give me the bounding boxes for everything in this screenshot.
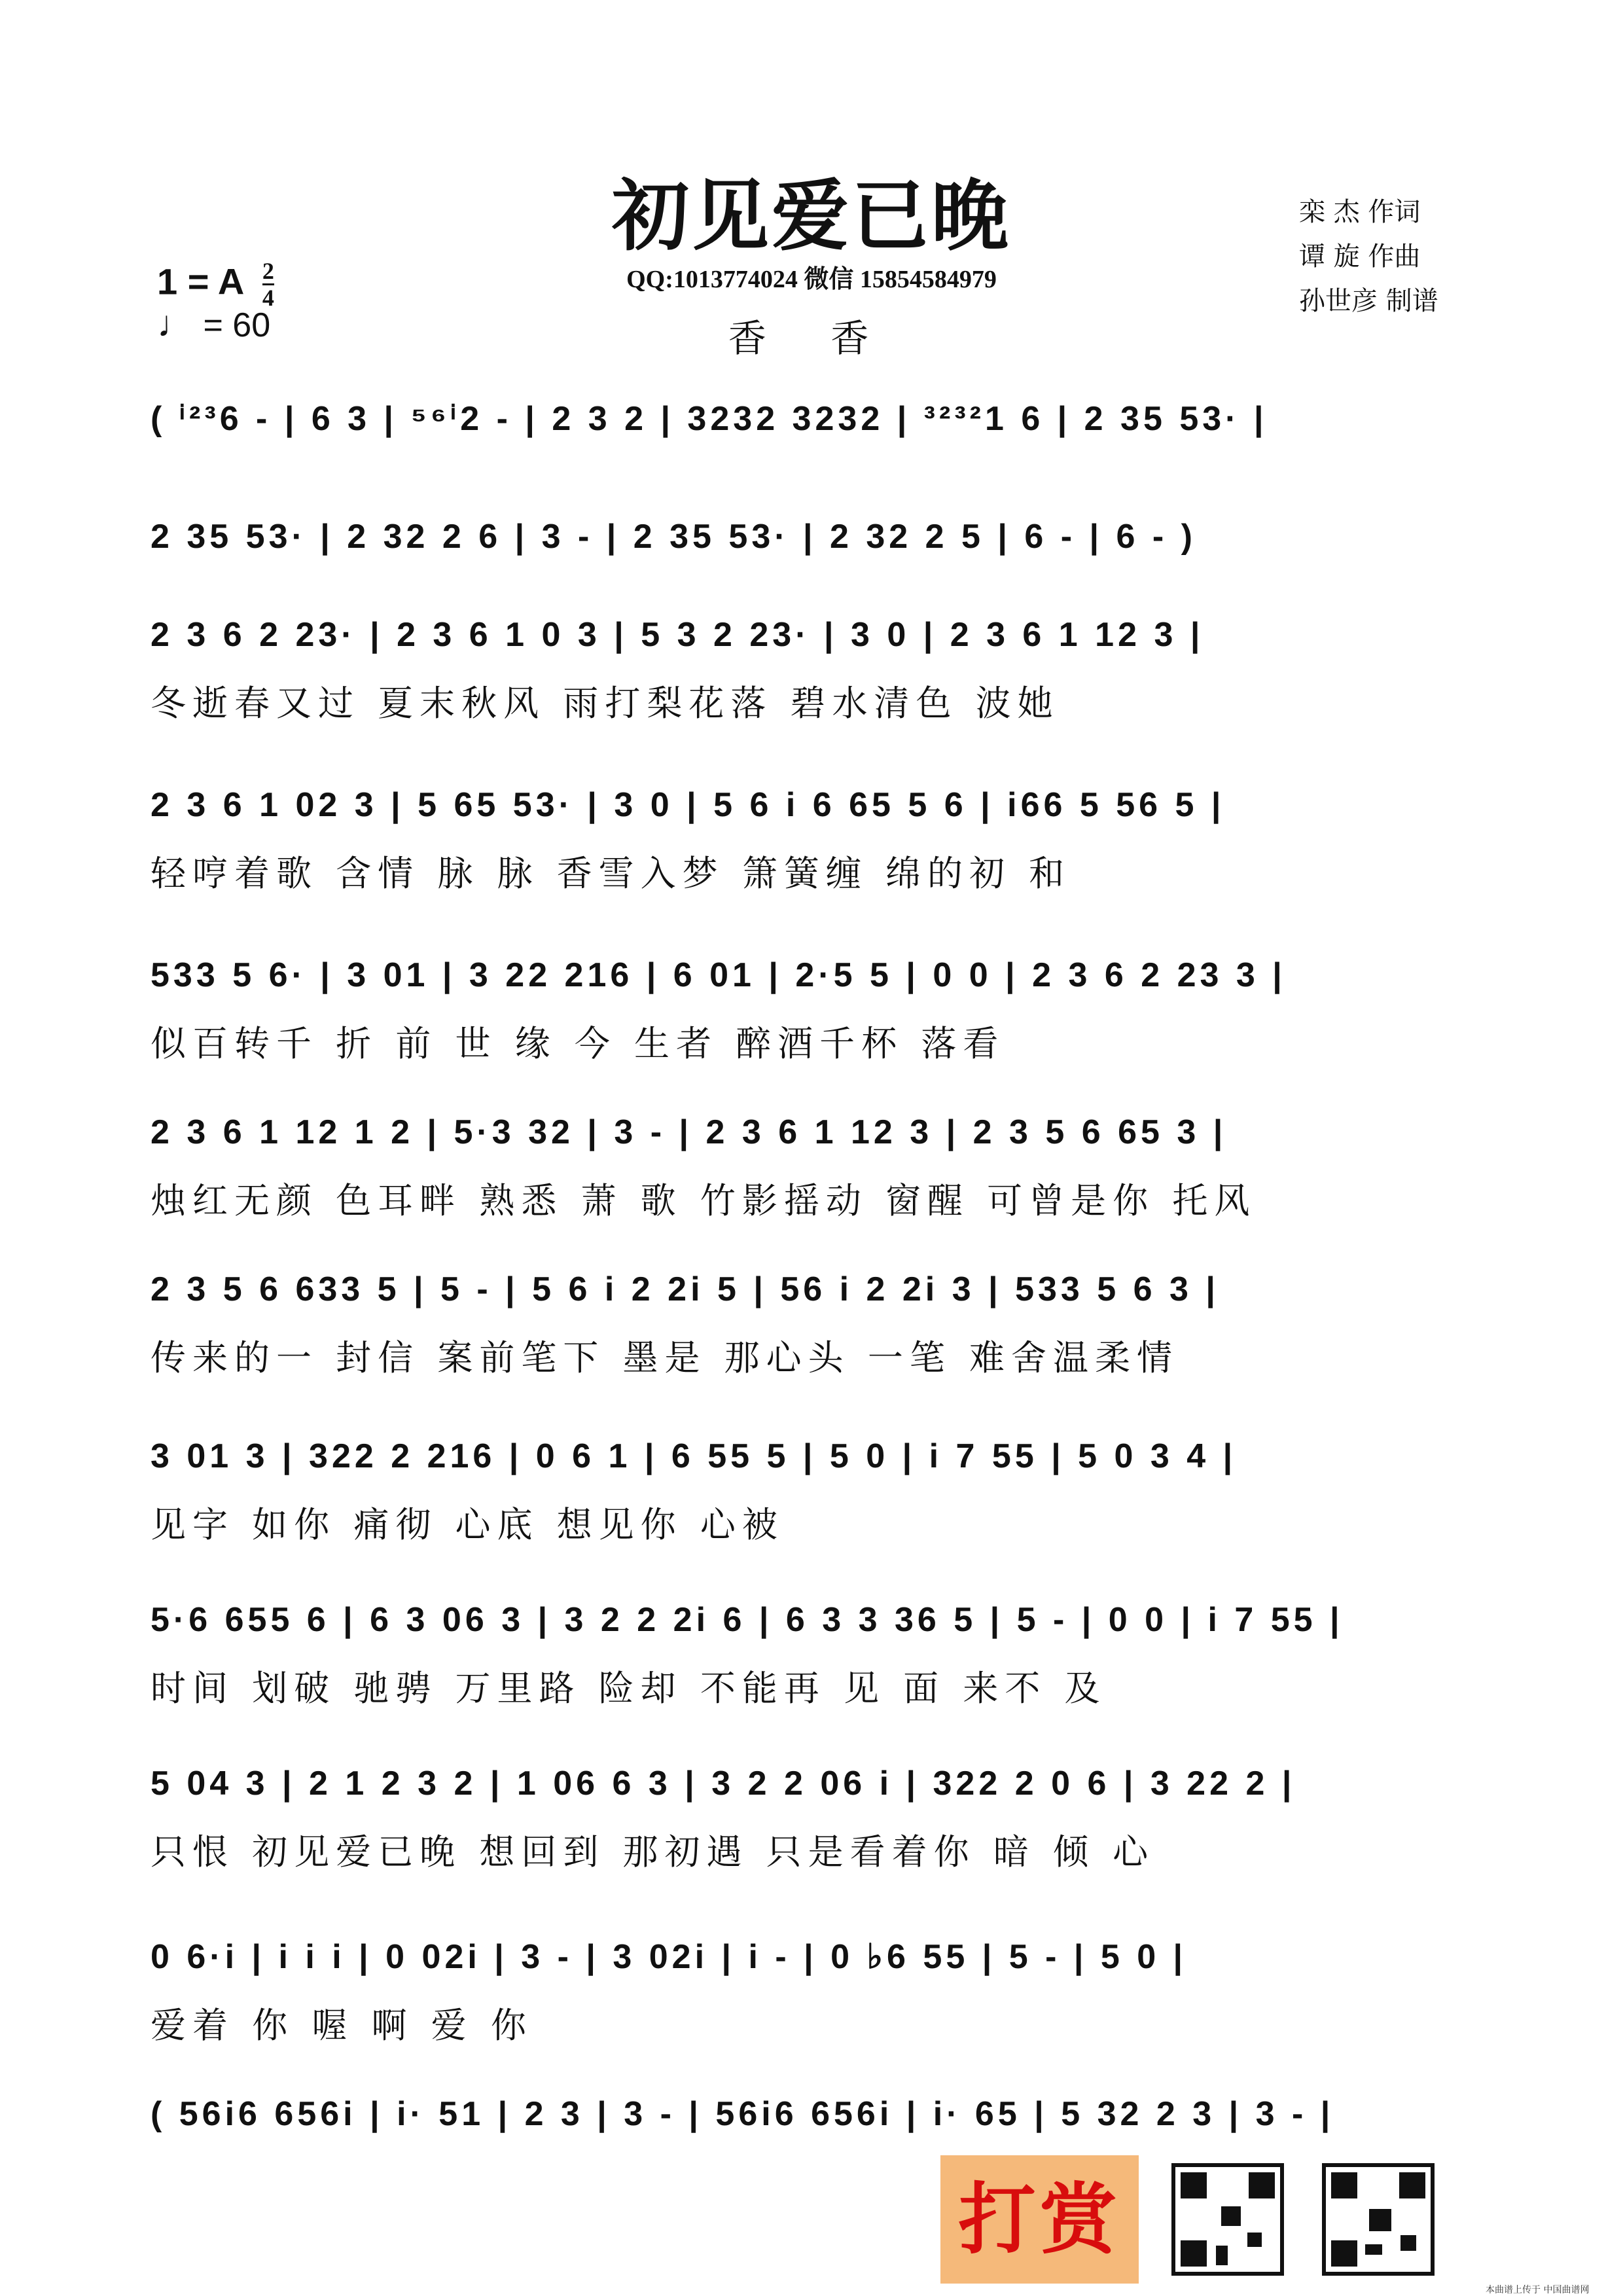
lyric-line: 见字 如你 痛彻 心底 想见你 心被 bbox=[151, 1504, 784, 1545]
qr-code-icon bbox=[1171, 2163, 1284, 2276]
notation-line: 2 3 5 6 633 5 | 5 - | 5 6 i 2 2i 5 | 56 i 2 2i 3 | 533 5 6 3 | bbox=[151, 1270, 1219, 1308]
notation-line: 533 5 6· | 3 01 | 3 22 216 | 6 01 | 2·5 5 | 0 0 | 2 3 6 2 23 3 | bbox=[151, 956, 1286, 994]
lyric-line: 冬逝春又过 夏末秋风 雨打梨花落 碧水清色 波她 bbox=[151, 683, 1060, 724]
credit-composer: 谭 旋 作曲 bbox=[1299, 242, 1421, 272]
site-footer: 本曲谱上传于 中国曲谱网 bbox=[1486, 2285, 1590, 2295]
notation-line: 2 3 6 1 12 1 2 | 5·3 32 | 3 - | 2 3 6 1 12 3 | 2 3 5 6 65 3 | bbox=[151, 1113, 1227, 1151]
notation-line: 0 6·i | i i i | 0 02i | 3 - | 3 02i | i - | 0 ♭6 55 | 5 - | 5 0 | bbox=[151, 1938, 1187, 1976]
time-signature-bottom: 4 bbox=[262, 285, 274, 311]
notation-line: ( ⁱ²³6 - | 6 3 | ⁵⁶ⁱ2 - | 2 3 2 | 3232 3232 | ³²³²1 6 | 2 35 53· | bbox=[151, 400, 1268, 438]
lyric-line: 传来的一 封信 案前笔下 墨是 那心头 一笔 难舍温柔情 bbox=[151, 1337, 1179, 1378]
notation-line: 5·6 655 6 | 6 3 06 3 | 3 2 2 2i 6 | 6 3 3 36 5 | 5 - | 0 0 | i 7 55 | bbox=[151, 1601, 1344, 1639]
credit-lyricist: 栾 杰 作词 bbox=[1299, 197, 1421, 227]
contact-line: QQ:1013774024 微信 15854584979 bbox=[626, 266, 997, 293]
lyric-line: 似百转千 折 前 世 缘 今 生者 醉酒千杯 落看 bbox=[151, 1023, 1005, 1064]
credit-transcriber: 孙世彦 制谱 bbox=[1299, 286, 1438, 316]
key-label: 1 = A bbox=[157, 260, 243, 302]
notation-line: 2 3 6 1 02 3 | 5 65 53· | 3 0 | 5 6 i 6 65 5 6 | i66 5 56 5 | bbox=[151, 786, 1225, 824]
notation-line: 3 01 3 | 322 2 216 | 0 6 1 | 6 55 5 | 5 0 | i 7 55 | 5 0 3 4 | bbox=[151, 1437, 1237, 1475]
lyric-line: 只恨 初见爱已晚 想回到 那初遇 只是看着你 暗 倾 心 bbox=[151, 1831, 1155, 1873]
lyric-line: 烛红无颜 色耳畔 熟悉 萧 歌 竹影摇动 窗醒 可曾是你 托风 bbox=[151, 1180, 1257, 1221]
tempo-value: = 60 bbox=[203, 306, 271, 344]
notation-line: 2 35 53· | 2 32 2 6 | 3 - | 2 35 53· | 2 32 2 5 | 6 - | 6 - ) bbox=[151, 518, 1196, 556]
song-title: 初见爱已晚 bbox=[611, 171, 1011, 261]
quarter-note-icon: ♩ bbox=[157, 303, 194, 344]
reward-button[interactable]: 打赏 bbox=[940, 2155, 1139, 2284]
lyric-line: 时间 划破 驰骋 万里路 险却 不能再 见 面 来不 及 bbox=[151, 1668, 1107, 1709]
singer-name: 香 香 bbox=[728, 316, 895, 361]
notation-line: ( 56i6 656i | i· 51 | 2 3 | 3 - | 56i6 656i | i· 65 | 5 32 2 3 | 3 - | bbox=[151, 2095, 1334, 2133]
qr-code-icon bbox=[1322, 2163, 1435, 2276]
credits-block bbox=[1299, 190, 1438, 323]
notation-line: 5 04 3 | 2 1 2 3 2 | 1 06 6 3 | 3 2 2 06 i | 322 2 0 6 | 3 22 2 | bbox=[151, 1765, 1296, 1803]
tempo-marking bbox=[157, 302, 270, 345]
lyric-line: 爱着 你 喔 啊 爱 你 bbox=[151, 2005, 533, 2046]
notation-line: 2 3 6 2 23· | 2 3 6 1 0 3 | 5 3 2 23· | 3 0 | 2 3 6 1 12 3 | bbox=[151, 616, 1204, 654]
lyric-line: 轻哼着歌 含情 脉 脉 香雪入梦 箫簧缠 绵的初 和 bbox=[151, 853, 1071, 894]
time-signature-top: 2 bbox=[262, 258, 274, 284]
